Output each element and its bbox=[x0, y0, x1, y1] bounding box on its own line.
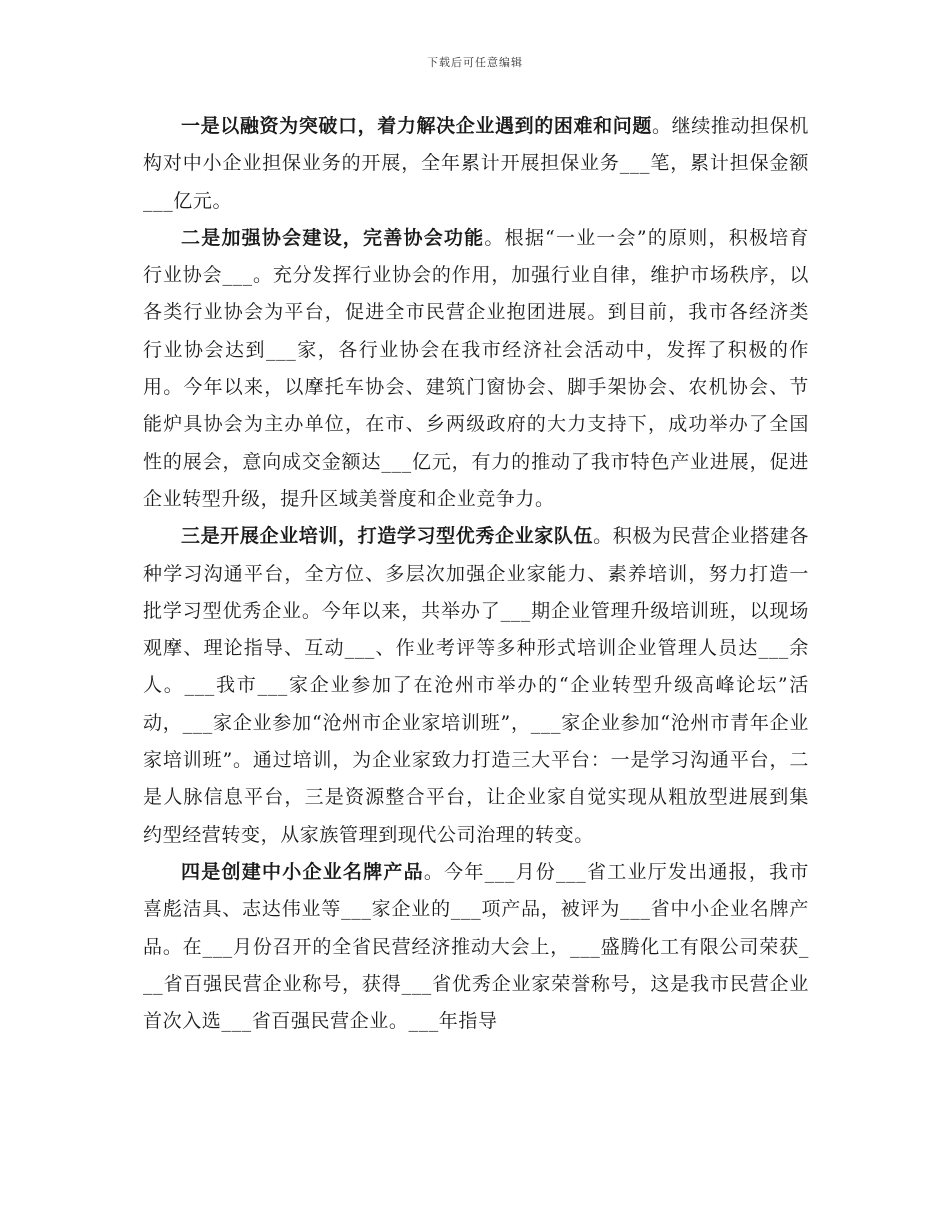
paragraph-brand-products bbox=[143, 854, 809, 1040]
page-header: 下载后可任意编辑 bbox=[427, 56, 523, 69]
paragraph-text: 。积极为民营企业搭建各种学习沟通平台，全方位、多层次加强企业家能力、素养培训，努力打造一批学习型优秀企业。今年以来，共举办了___期企业管理升级培训班，以现场观摩、理论指导、互动___、作业考评等多种形式培训企业管理人员达___余人。___我市___家企业参加了在沧州市举办的“企业转型升级高峰论坛”活动，___家企业参加“沧州市企业家培训班”，___家企业参加“沧州市青年企业家培训班”。通过培训，为企业家致力打造三大平台：一是学习沟通平台，二是人脉信息平台，三是资源整合平台，让企业家自觉实现从粗放型进展到集约型经营转变，从家族管理到现代公司治理的转变。 bbox=[143, 525, 809, 846]
paragraph-lead: 二是加强协会建设，完善协会功能 bbox=[181, 226, 485, 249]
paragraph-text: 。今年___月份___省工业厅发出通报，我市喜彪洁具、志达伟业等___家企业的___项产品，被评为___省中小企业名牌产品。在___月份召开的全省民营经济推动大会上，___盛腾化工有限公司荣获___省百强民营企业称号，获得___省优秀企业家荣誉称号，这是我市民营企业首次入选___省百强民营企业。___年指导 bbox=[143, 860, 810, 1033]
paragraph-financing bbox=[143, 108, 809, 220]
paragraph-training bbox=[143, 518, 809, 854]
paragraph-associations bbox=[143, 220, 809, 518]
paragraph-lead: 三是开展企业培训，打造学习型优秀企业家队伍 bbox=[181, 525, 594, 548]
paragraph-lead: 一是以融资为突破口，着力解决企业遇到的困难和问题 bbox=[181, 115, 653, 137]
document-body bbox=[143, 108, 809, 1040]
paragraph-text: 。继续推动担保机构对中小企业担保业务的开展，全年累计开展担保业务___笔，累计担保金额___亿元。 bbox=[143, 115, 809, 212]
paragraph-text: 。根据“一业一会”的原则，积极培育行业协会___。充分发挥行业协会的作用，加强行业自律，维护市场秩序，以各类行业协会为平台，促进全市民营企业抱团进展。到目前，我市各经济类行业协会达到___家，各行业协会在我市经济社会活动中，发挥了积极的作用。今年以来，以摩托车协会、建筑门窗协会、脚手架协会、农机协会、节能炉具协会为主办单位，在市、乡两级政府的大力支持下，成功举办了全国性的展会，意向成交金额达___亿元，有力的推动了我市特色产业进展，促进企业转型升级，提升区域美誉度和企业竞争力。 bbox=[143, 226, 809, 510]
paragraph-lead: 四是创建中小企业名牌产品 bbox=[181, 860, 424, 883]
